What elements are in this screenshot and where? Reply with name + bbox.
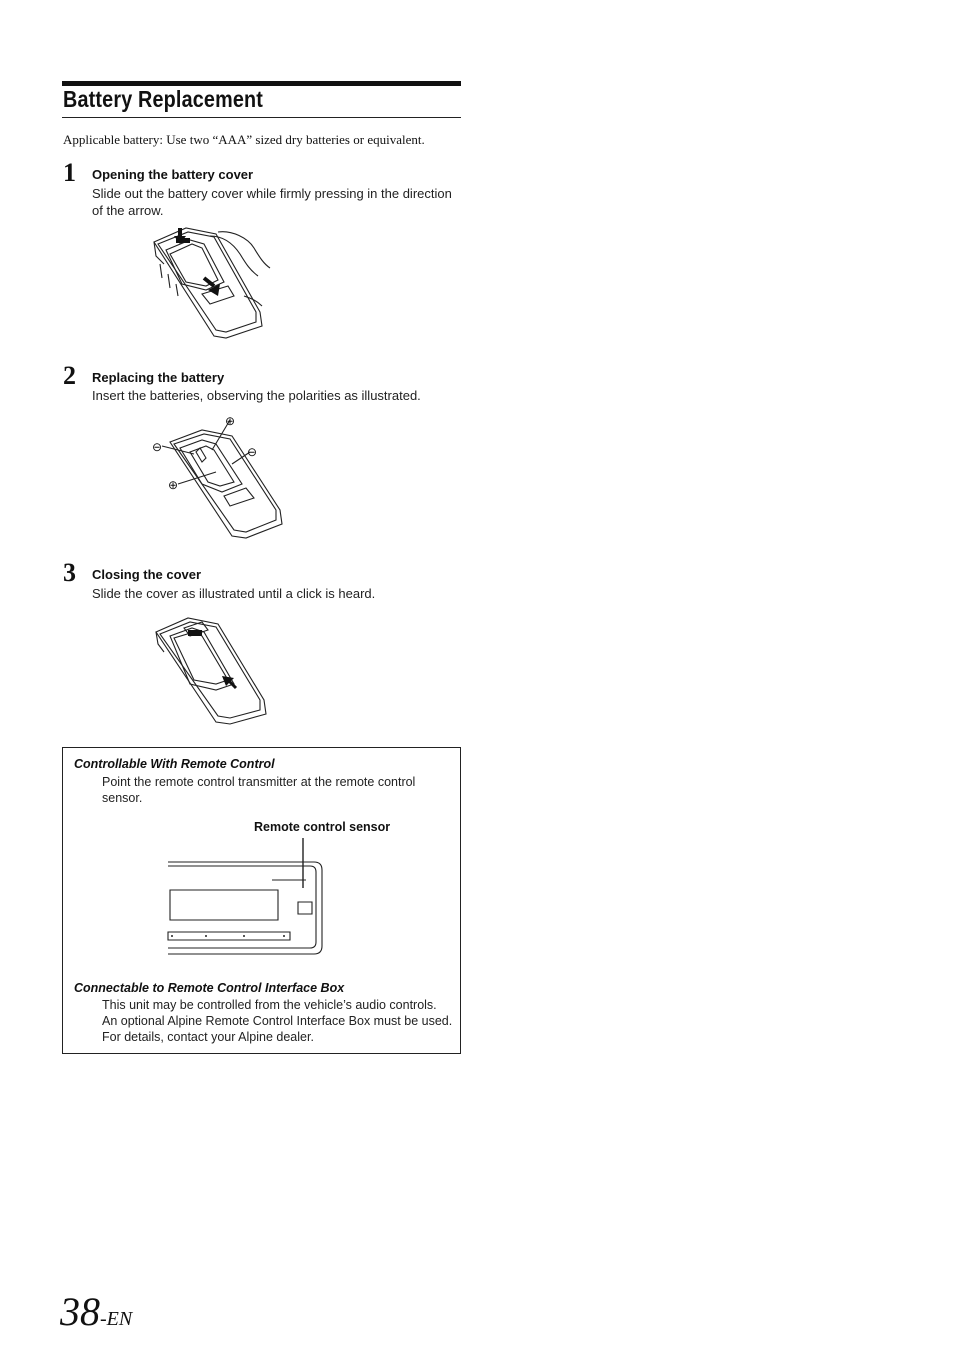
remote-control-heading: Controllable With Remote Control	[74, 757, 275, 771]
title-rule-bottom	[62, 117, 461, 118]
polarity-minus-left: ⊖	[152, 440, 163, 454]
interface-box-heading: Connectable to Remote Control Interface Box	[74, 981, 345, 995]
step-2-text: Insert the batteries, observing the polarities as illustrated.	[92, 388, 421, 403]
head-unit-sensor-illustration	[166, 836, 326, 958]
remote-control-text: Point the remote control transmitter at the remote control sensor.	[102, 775, 416, 805]
remote-open-cover-illustration	[148, 224, 273, 340]
step-2-number: 2	[63, 361, 76, 390]
page-language-suffix: -EN	[100, 1308, 133, 1330]
step-2-title: Replacing the battery	[92, 370, 225, 385]
polarity-plus-bottom: ⊕	[168, 478, 179, 492]
remote-close-cover-illustration	[152, 614, 270, 726]
sensor-label: Remote control sensor	[254, 820, 391, 834]
polarity-plus-top: ⊕	[225, 414, 236, 428]
page-title: Battery Replacement	[63, 86, 264, 112]
step-3-number: 3	[63, 558, 76, 587]
page-number-digits: 38	[60, 1289, 100, 1334]
step-1-number: 1	[63, 158, 76, 187]
step-3-text: Slide the cover as illustrated until a click is heard.	[92, 586, 376, 601]
step-3-title: Closing the cover	[92, 567, 202, 582]
step-1-title: Opening the battery cover	[92, 167, 254, 182]
intro-text: Applicable battery: Use two “AAA” sized dry batteries or equivalent.	[63, 132, 425, 147]
remote-insert-batteries-illustration	[150, 412, 290, 542]
step-1-text: Slide out the battery cover while firmly pressing in the direction of the arrow.	[92, 186, 452, 218]
page-number	[60, 1288, 132, 1335]
polarity-minus-right: ⊖	[247, 445, 258, 459]
interface-box-text: This unit may be controlled from the vehicle’s audio controls. An optional Alpine Remote Control Interface Box must be used. For details, contact your Alpine dealer.	[102, 998, 453, 1044]
